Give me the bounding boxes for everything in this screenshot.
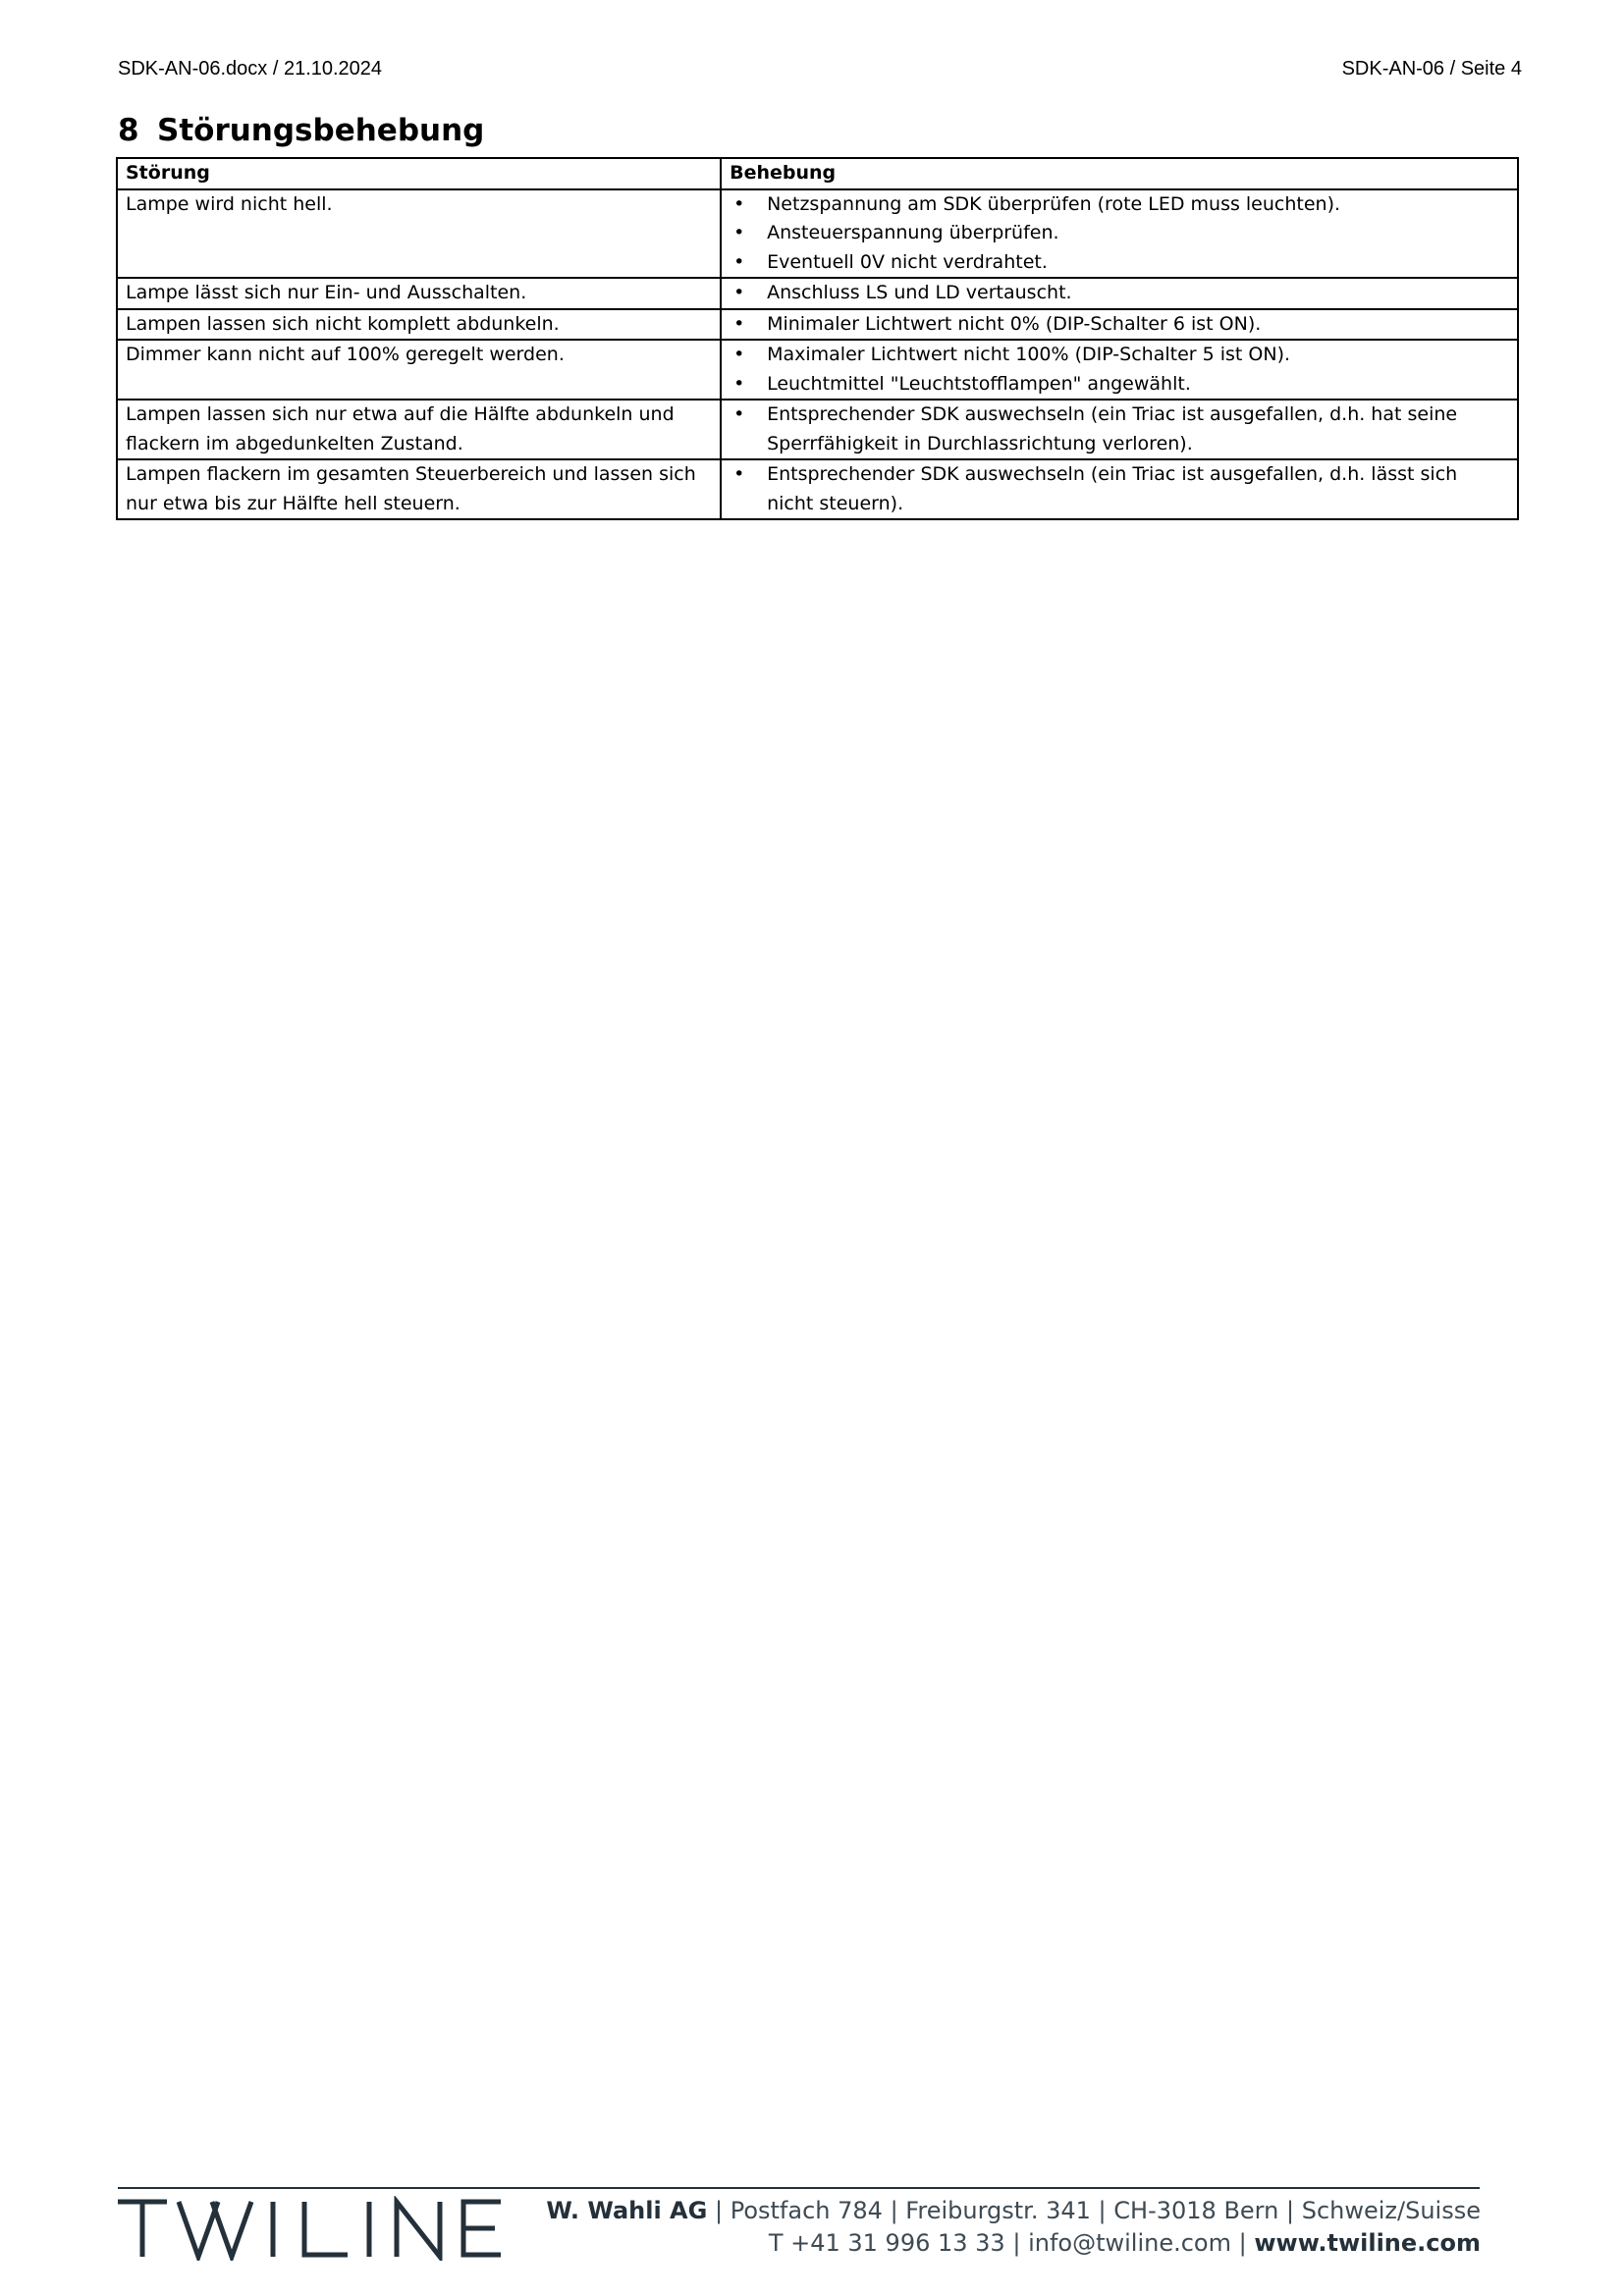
problem-cell: Lampen lassen sich nicht komplett abdunkeln. bbox=[117, 309, 721, 341]
table-row bbox=[117, 189, 1518, 279]
table-row bbox=[117, 340, 1518, 400]
address-part: Schweiz/Suisse bbox=[1301, 2197, 1481, 2224]
header-right: SDK-AN-06 / Seite 4 bbox=[1341, 58, 1522, 80]
address-part: Postfach 784 bbox=[730, 2197, 883, 2224]
fix-item: • Entsprechender SDK auswechseln (ein Triac ist ausgefallen, d.h. lässt sich nicht steuern). bbox=[730, 460, 1509, 518]
fix-item: • Minimaler Lichtwert nicht 0% (DIP-Schalter 6 ist ON). bbox=[730, 310, 1509, 340]
problem-cell: Lampe wird nicht hell. bbox=[117, 189, 721, 279]
table-row bbox=[117, 459, 1518, 519]
problem-cell: Lampen flackern im gesamten Steuerbereich und lassen sich nur etwa bis zur Hälfte hell steuern. bbox=[117, 459, 721, 519]
footer-contact bbox=[546, 2195, 1481, 2260]
problem-cell: Dimmer kann nicht auf 100% geregelt werden. bbox=[117, 340, 721, 400]
fix-cell bbox=[721, 189, 1518, 279]
fix-list bbox=[730, 341, 1509, 399]
fix-cell bbox=[721, 309, 1518, 341]
fix-item: • Netzspannung am SDK überprüfen (rote LED muss leuchten). bbox=[730, 190, 1509, 220]
fix-cell bbox=[721, 278, 1518, 309]
fix-list bbox=[730, 190, 1509, 278]
fix-item: • Entsprechender SDK auswechseln (ein Triac ist ausgefallen, d.h. hat seine Sperrfähigkeit in Durchlassrichtung verloren). bbox=[730, 400, 1509, 458]
column-header-fix: Behebung bbox=[721, 158, 1518, 189]
footer-divider bbox=[118, 2187, 1480, 2189]
fix-item: • Anschluss LS und LD vertauscht. bbox=[730, 279, 1509, 308]
email-link[interactable]: info@twiline.com bbox=[1028, 2229, 1231, 2257]
section-number: 8 bbox=[118, 113, 139, 148]
fix-item: • Eventuell 0V nicht verdrahtet. bbox=[730, 248, 1509, 278]
table-row bbox=[117, 400, 1518, 459]
problem-cell: Lampen lassen sich nur etwa auf die Hälfte abdunkeln und flackern im abgedunkelten Zustand. bbox=[117, 400, 721, 459]
fix-cell bbox=[721, 459, 1518, 519]
fix-list bbox=[730, 310, 1509, 340]
phone-number: T +41 31 996 13 33 bbox=[768, 2229, 1005, 2257]
column-header-problem: Störung bbox=[117, 158, 721, 189]
fix-list bbox=[730, 279, 1509, 308]
fix-cell bbox=[721, 340, 1518, 400]
table-header-row bbox=[117, 158, 1518, 189]
problem-cell: Lampe lässt sich nur Ein- und Ausschalten. bbox=[117, 278, 721, 309]
table-row bbox=[117, 278, 1518, 309]
section-title bbox=[118, 111, 484, 150]
fix-list bbox=[730, 460, 1509, 518]
fix-item: • Leuchtmittel "Leuchtstofflampen" angewählt. bbox=[730, 370, 1509, 400]
address-part: Freiburgstr. 341 bbox=[905, 2197, 1091, 2224]
troubleshooting-table bbox=[116, 157, 1519, 520]
fix-list bbox=[730, 400, 1509, 458]
company-name: W. Wahli AG bbox=[546, 2197, 708, 2224]
fix-cell bbox=[721, 400, 1518, 459]
twiline-logo bbox=[116, 2196, 532, 2261]
fix-item: • Maximaler Lichtwert nicht 100% (DIP-Schalter 5 ist ON). bbox=[730, 341, 1509, 370]
address-part: CH-3018 Bern bbox=[1113, 2197, 1279, 2224]
footer-contact-line: T +41 31 996 13 33 | info@twiline.com | www.twiline.com bbox=[768, 2229, 1481, 2257]
header-left: SDK-AN-06.docx / 21.10.2024 bbox=[118, 58, 383, 80]
footer-address-line: W. Wahli AG | Postfach 784 | Freiburgstr. 341 | CH-3018 Bern | Schweiz/Suisse bbox=[546, 2197, 1481, 2224]
website-link[interactable]: www.twiline.com bbox=[1254, 2229, 1481, 2257]
table-row bbox=[117, 309, 1518, 341]
fix-item: • Ansteuerspannung überprüfen. bbox=[730, 219, 1509, 248]
section-title-text: Störungsbehebung bbox=[157, 113, 485, 148]
